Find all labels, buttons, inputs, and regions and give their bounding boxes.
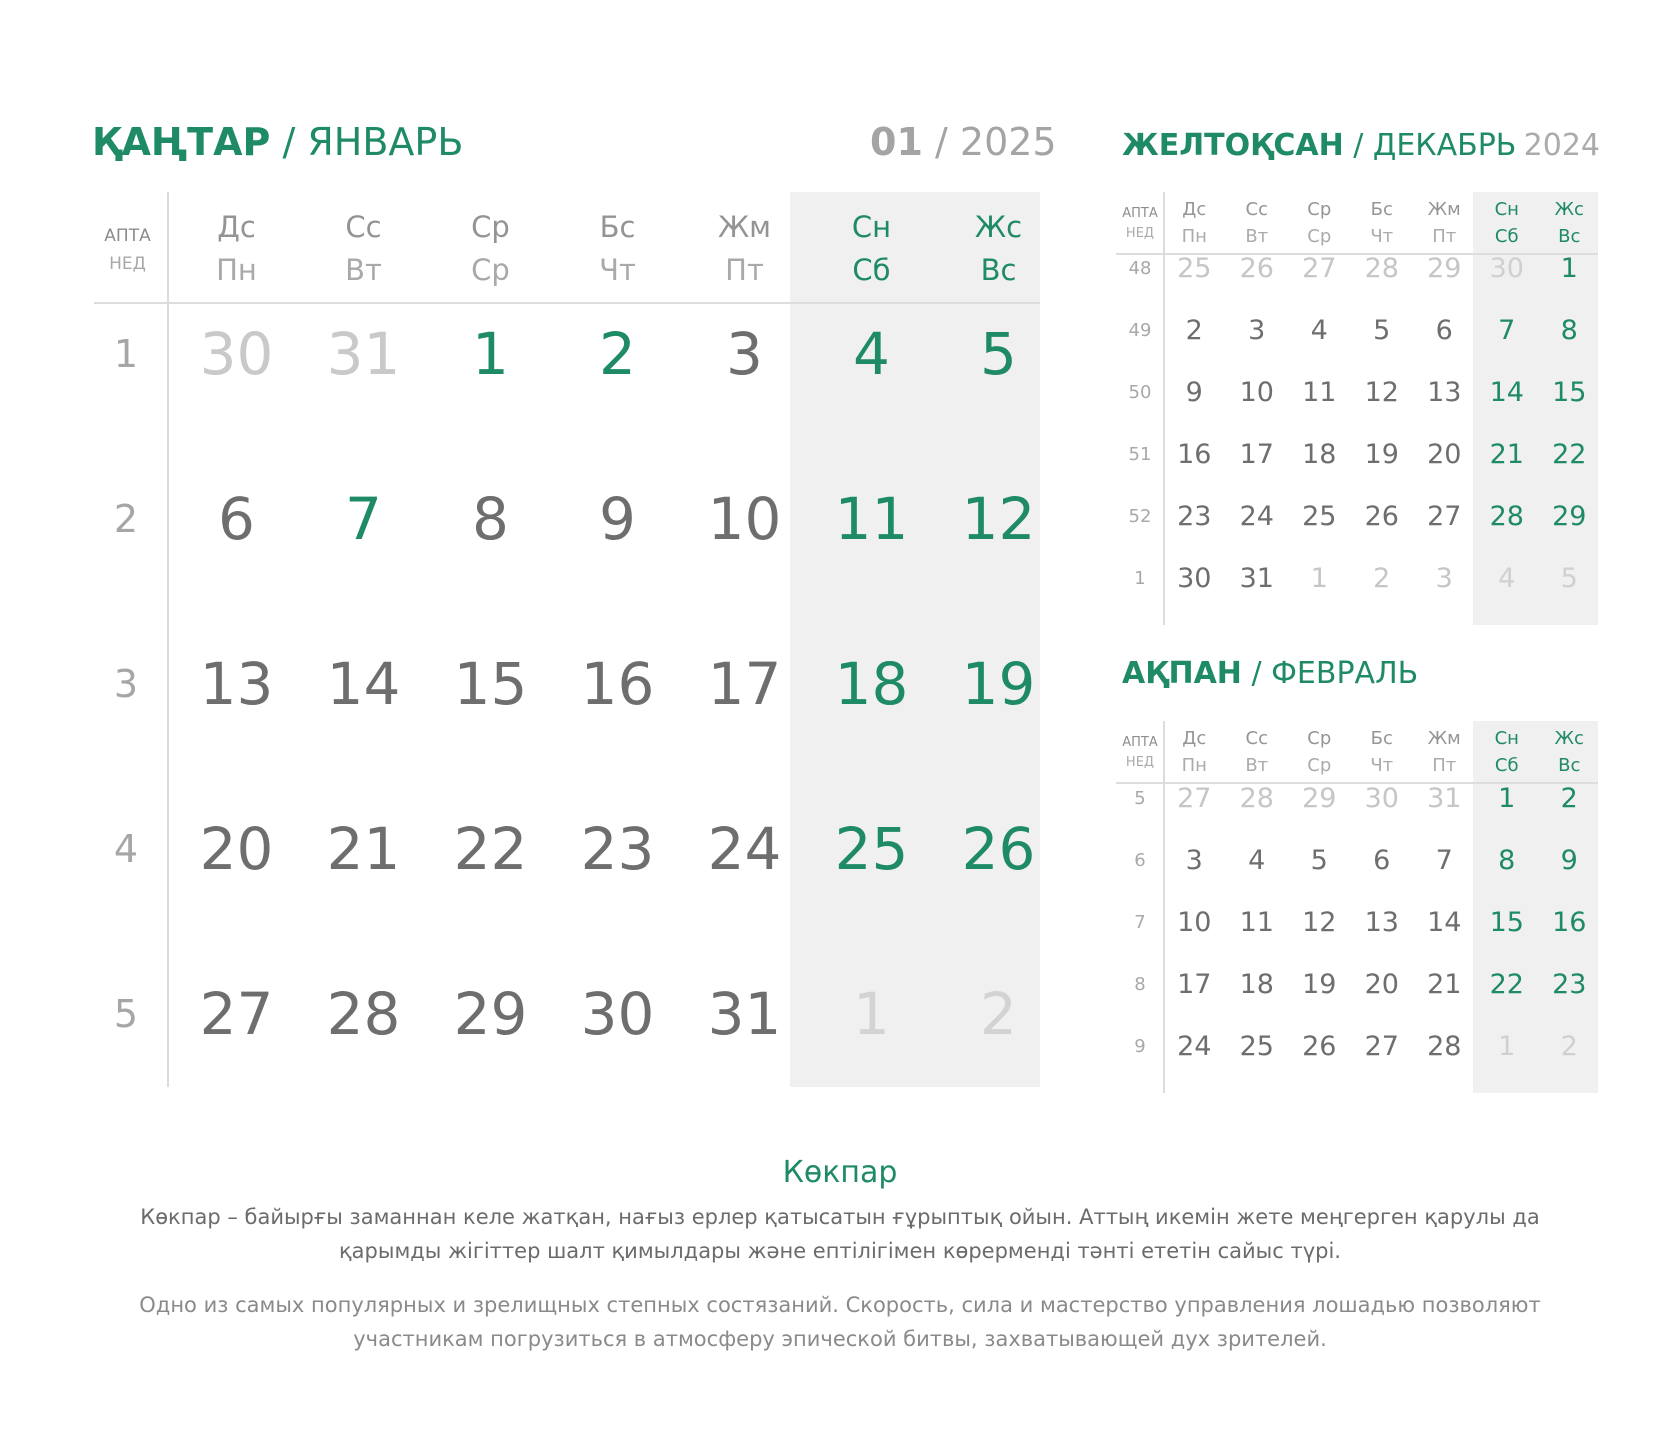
main-month-title-kz: ҚАҢТАР <box>92 120 271 164</box>
day-cell: 22 <box>1552 438 1587 470</box>
day-cell: 15 <box>453 650 528 719</box>
week-number: 4 <box>113 827 139 872</box>
day-header-сб <box>1476 725 1538 779</box>
day-cell: 17 <box>707 650 782 719</box>
day-cell: 2 <box>1560 1030 1578 1062</box>
december-week-header <box>1116 204 1164 244</box>
week-column-divider <box>167 192 169 1087</box>
day-header-чт <box>1351 725 1413 779</box>
day-header-ru: Чт <box>1370 226 1394 247</box>
day-cell: 8 <box>1560 314 1578 346</box>
day-cell: 15 <box>1552 376 1587 408</box>
day-header-ru: Ср <box>1307 226 1332 247</box>
day-header-пт <box>1413 196 1475 250</box>
day-cell: 21 <box>1427 968 1462 1000</box>
day-cell: 1 <box>1498 782 1516 814</box>
day-cell: 4 <box>853 320 890 389</box>
day-cell: 31 <box>707 980 782 1049</box>
day-cell: 29 <box>453 980 528 1049</box>
title-separator: / <box>1251 656 1262 691</box>
day-cell: 4 <box>1498 562 1516 594</box>
december-title <box>1122 126 1516 166</box>
day-cell: 16 <box>580 650 655 719</box>
day-header-ср <box>1288 196 1350 250</box>
day-cell: 25 <box>1177 252 1212 284</box>
day-cell: 13 <box>1364 906 1399 938</box>
day-header-пн <box>1163 725 1225 779</box>
title-separator: / <box>282 120 296 164</box>
day-cell: 30 <box>580 980 655 1049</box>
day-cell: 14 <box>1489 376 1524 408</box>
week-header-ru: НЕД <box>109 254 146 274</box>
day-cell: 19 <box>1364 438 1399 470</box>
week-number: 9 <box>1134 1036 1146 1058</box>
week-number-header <box>94 222 161 278</box>
day-header-ru: Сб <box>852 253 891 287</box>
day-header-kz: Жм <box>1427 199 1461 220</box>
day-header-пн <box>1163 196 1225 250</box>
day-header-ср <box>1288 725 1350 779</box>
day-cell: 25 <box>834 815 909 884</box>
day-header-kz: Жм <box>1427 728 1461 749</box>
february-title-ru: ФЕВРАЛЬ <box>1271 656 1419 691</box>
day-cell: 29 <box>1302 782 1337 814</box>
day-cell: 2 <box>980 980 1017 1049</box>
day-cell: 3 <box>1185 844 1203 876</box>
year-separator: / <box>934 120 948 164</box>
day-header-ru: Пн <box>1181 755 1207 776</box>
day-cell: 16 <box>1552 906 1587 938</box>
day-cell: 1 <box>1498 1030 1516 1062</box>
day-cell: 3 <box>1435 562 1453 594</box>
day-header-ru: Сб <box>1494 755 1519 776</box>
day-cell: 24 <box>707 815 782 884</box>
day-header-kz: Бс <box>599 210 636 244</box>
day-cell: 24 <box>1239 500 1274 532</box>
week-number: 51 <box>1128 444 1152 466</box>
day-header-чт <box>1351 196 1413 250</box>
day-cell: 26 <box>961 815 1036 884</box>
day-header-kz: Жс <box>1554 728 1584 749</box>
day-cell: 16 <box>1177 438 1212 470</box>
week-header-ru: НЕД <box>1125 755 1155 770</box>
main-month-title <box>92 116 463 168</box>
week-number: 7 <box>1134 912 1146 934</box>
day-cell: 11 <box>1302 376 1337 408</box>
day-cell: 21 <box>326 815 401 884</box>
day-cell: 28 <box>326 980 401 1049</box>
day-cell: 2 <box>1373 562 1391 594</box>
week-number: 50 <box>1128 382 1152 404</box>
day-cell: 12 <box>1364 376 1399 408</box>
day-cell: 29 <box>1552 500 1587 532</box>
caption-kz-line-1: Көкпар – байырғы заманнан келе жатқан, нағыз ерлер қатысатын ғұрыптық ойын. Аттың икемін жете меңгерген қарулы да <box>140 1205 1540 1229</box>
day-cell: 28 <box>1364 252 1399 284</box>
day-cell: 1 <box>1310 562 1328 594</box>
caption-ru-line-2: участникам погрузиться в атмосферу эпической битвы, захватывающей дух зрителей. <box>353 1327 1327 1351</box>
day-cell: 30 <box>1489 252 1524 284</box>
day-cell: 8 <box>472 485 509 554</box>
day-cell: 12 <box>961 485 1036 554</box>
day-cell: 13 <box>1427 376 1462 408</box>
day-cell: 28 <box>1489 500 1524 532</box>
caption-title: Көкпар <box>782 1155 898 1190</box>
day-cell: 9 <box>1185 376 1203 408</box>
day-cell: 18 <box>1302 438 1337 470</box>
day-header-вт <box>1226 725 1288 779</box>
december-title-ru: ДЕКАБРЬ <box>1372 128 1517 163</box>
day-header-вс <box>1538 196 1600 250</box>
day-cell: 30 <box>199 320 274 389</box>
day-header-kz: Дс <box>217 210 256 244</box>
day-cell: 28 <box>1427 1030 1462 1062</box>
day-header-kz: Бс <box>1370 199 1393 220</box>
day-cell: 11 <box>834 485 909 554</box>
week-number: 6 <box>1134 850 1146 872</box>
day-header-пт <box>695 206 795 292</box>
day-cell: 14 <box>1427 906 1462 938</box>
day-cell: 11 <box>1239 906 1274 938</box>
day-cell: 19 <box>961 650 1036 719</box>
day-header-kz: Сн <box>1494 199 1519 220</box>
day-cell: 8 <box>1498 844 1516 876</box>
day-header-kz: Дс <box>1182 199 1207 220</box>
day-cell: 7 <box>1498 314 1516 346</box>
day-header-ru: Пт <box>725 253 764 287</box>
day-header-kz: Дс <box>1182 728 1207 749</box>
day-header-kz: Жс <box>1554 199 1584 220</box>
day-cell: 13 <box>199 650 274 719</box>
day-cell: 5 <box>1560 562 1578 594</box>
day-cell: 7 <box>345 485 382 554</box>
day-cell: 20 <box>1364 968 1399 1000</box>
day-header-чт <box>568 206 668 292</box>
day-cell: 30 <box>1177 562 1212 594</box>
caption-kz-line-2: қарымды жігіттер шалт қимылдары және ептілігімен көрерменді тәнті ететін сайыс түрі. <box>338 1239 1341 1263</box>
caption-ru-line-1: Одно из самых популярных и зрелищных степных состязаний. Скорость, сила и мастерство управления лошадью позволяют <box>139 1293 1541 1317</box>
day-cell: 4 <box>1248 844 1266 876</box>
day-header-ru: Вт <box>345 253 382 287</box>
day-cell: 27 <box>1302 252 1337 284</box>
day-cell: 14 <box>326 650 401 719</box>
day-cell: 22 <box>1489 968 1524 1000</box>
day-cell: 6 <box>218 485 255 554</box>
week-header-ru: НЕД <box>1125 226 1155 241</box>
december-title-kz: ЖЕЛТОҚСАН <box>1122 128 1344 163</box>
day-cell: 18 <box>834 650 909 719</box>
day-header-ru: Чт <box>599 253 636 287</box>
february-week-header <box>1116 733 1164 773</box>
day-header-вс <box>949 206 1049 292</box>
day-header-kz: Сн <box>1494 728 1519 749</box>
day-header-ru: Ср <box>471 253 510 287</box>
day-header-сб <box>822 206 922 292</box>
day-cell: 23 <box>580 815 655 884</box>
day-cell: 2 <box>1185 314 1203 346</box>
day-cell: 18 <box>1239 968 1274 1000</box>
day-cell: 10 <box>707 485 782 554</box>
week-number: 2 <box>113 497 139 542</box>
day-header-вт <box>1226 196 1288 250</box>
day-header-сб <box>1476 196 1538 250</box>
day-header-ru: Сб <box>1494 226 1519 247</box>
week-number: 52 <box>1128 506 1152 528</box>
day-header-ru: Вс <box>1558 226 1581 247</box>
day-cell: 27 <box>1177 782 1212 814</box>
day-header-kz: Сс <box>1245 199 1268 220</box>
week-number: 48 <box>1128 258 1152 280</box>
day-cell: 2 <box>1560 782 1578 814</box>
day-cell: 23 <box>1177 500 1212 532</box>
day-header-kz: Жм <box>717 210 772 244</box>
day-cell: 7 <box>1435 844 1453 876</box>
week-number: 1 <box>1134 568 1146 590</box>
day-cell: 31 <box>1239 562 1274 594</box>
day-cell: 3 <box>1248 314 1266 346</box>
day-header-kz: Сн <box>851 210 892 244</box>
day-cell: 24 <box>1177 1030 1212 1062</box>
day-cell: 5 <box>1373 314 1391 346</box>
day-cell: 1 <box>853 980 890 1049</box>
day-cell: 25 <box>1239 1030 1274 1062</box>
main-month-year <box>870 116 1057 168</box>
title-separator: / <box>1353 128 1364 163</box>
day-header-ru: Вт <box>1245 226 1269 247</box>
day-header-kz: Ср <box>1307 728 1332 749</box>
day-cell: 17 <box>1177 968 1212 1000</box>
day-header-kz: Ср <box>471 210 510 244</box>
day-header-kz: Сс <box>1245 728 1268 749</box>
day-header-ru: Пт <box>1432 755 1457 776</box>
day-header-ru: Ср <box>1307 755 1332 776</box>
day-cell: 12 <box>1302 906 1337 938</box>
day-cell: 27 <box>199 980 274 1049</box>
day-cell: 23 <box>1552 968 1587 1000</box>
day-cell: 27 <box>1427 500 1462 532</box>
day-cell: 3 <box>726 320 763 389</box>
week-header-kz: АПТА <box>104 226 151 246</box>
day-cell: 31 <box>326 320 401 389</box>
day-header-kz: Ср <box>1307 199 1332 220</box>
day-header-ru: Вс <box>1558 755 1581 776</box>
day-cell: 20 <box>1427 438 1462 470</box>
day-cell: 25 <box>1302 500 1337 532</box>
day-cell: 21 <box>1489 438 1524 470</box>
week-number: 49 <box>1128 320 1152 342</box>
february-title <box>1122 654 1418 694</box>
day-cell: 17 <box>1239 438 1274 470</box>
week-number: 5 <box>1134 788 1146 810</box>
day-cell: 1 <box>1560 252 1578 284</box>
day-header-ru: Пн <box>216 253 257 287</box>
week-number: 3 <box>113 662 139 707</box>
day-cell: 10 <box>1177 906 1212 938</box>
day-header-kz: Бс <box>1370 728 1393 749</box>
day-header-пн <box>187 206 287 292</box>
day-cell: 4 <box>1310 314 1328 346</box>
header-divider <box>94 302 1040 304</box>
day-header-ru: Вс <box>980 253 1017 287</box>
week-header-kz: АПТА <box>1122 735 1158 750</box>
day-cell: 27 <box>1364 1030 1399 1062</box>
day-cell: 10 <box>1239 376 1274 408</box>
day-header-вт <box>314 206 414 292</box>
day-header-kz: Жс <box>974 210 1023 244</box>
day-cell: 19 <box>1302 968 1337 1000</box>
day-cell: 2 <box>599 320 636 389</box>
main-month-title-ru: ЯНВАРЬ <box>307 120 464 164</box>
day-cell: 5 <box>1310 844 1328 876</box>
day-cell: 1 <box>472 320 509 389</box>
day-cell: 31 <box>1427 782 1462 814</box>
day-header-вс <box>1538 725 1600 779</box>
day-cell: 26 <box>1239 252 1274 284</box>
day-cell: 20 <box>199 815 274 884</box>
day-header-ср <box>441 206 541 292</box>
day-cell: 15 <box>1489 906 1524 938</box>
week-number: 1 <box>113 332 139 377</box>
day-header-пт <box>1413 725 1475 779</box>
main-year-value: 2025 <box>959 120 1057 164</box>
day-cell: 22 <box>453 815 528 884</box>
day-header-ru: Пт <box>1432 226 1457 247</box>
february-title-kz: АҚПАН <box>1122 656 1242 691</box>
day-header-ru: Вт <box>1245 755 1269 776</box>
day-cell: 9 <box>1560 844 1578 876</box>
day-cell: 5 <box>980 320 1017 389</box>
day-cell: 26 <box>1364 500 1399 532</box>
day-header-kz: Сс <box>345 210 382 244</box>
day-cell: 6 <box>1435 314 1453 346</box>
day-cell: 28 <box>1239 782 1274 814</box>
week-number: 8 <box>1134 974 1146 996</box>
week-number: 5 <box>113 992 139 1037</box>
day-cell: 9 <box>599 485 636 554</box>
day-header-ru: Пн <box>1181 226 1207 247</box>
day-header-ru: Чт <box>1370 755 1394 776</box>
main-month-number: 01 <box>870 120 923 164</box>
day-cell: 26 <box>1302 1030 1337 1062</box>
day-cell: 6 <box>1373 844 1391 876</box>
december-year: 2024 <box>1523 128 1600 163</box>
day-cell: 30 <box>1364 782 1399 814</box>
week-header-kz: АПТА <box>1122 206 1158 221</box>
day-cell: 29 <box>1427 252 1462 284</box>
